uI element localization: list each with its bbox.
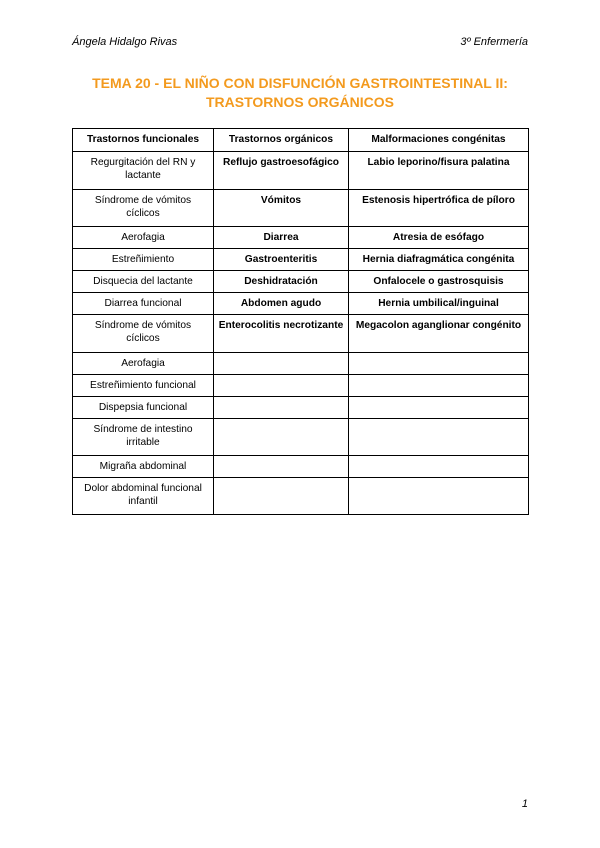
cell-functional: Estreñimiento xyxy=(73,249,214,271)
cell-congenital xyxy=(349,456,529,478)
cell-organic: Abdomen agudo xyxy=(214,293,349,315)
table-row xyxy=(73,397,529,419)
page-number: 1 xyxy=(521,798,528,810)
cell-functional: Aerofagia xyxy=(73,227,214,249)
table-row xyxy=(73,315,529,353)
header-organic: Trastornos orgánicos xyxy=(214,129,349,152)
cell-congenital: Onfalocele o gastrosquisis xyxy=(349,271,529,293)
header-congenital: Malformaciones congénitas xyxy=(349,129,529,152)
cell-functional: Disquecia del lactante xyxy=(73,271,214,293)
cell-functional: Aerofagia xyxy=(73,353,214,375)
cell-congenital: Hernia diafragmática congénita xyxy=(349,249,529,271)
disorders-table xyxy=(72,128,529,515)
table-header-row xyxy=(73,129,529,152)
cell-organic xyxy=(214,353,349,375)
table-row xyxy=(73,271,529,293)
cell-functional: Síndrome de vómitos cíclicos xyxy=(73,315,214,353)
cell-functional: Síndrome de intestino irritable xyxy=(73,419,214,456)
cell-congenital xyxy=(349,478,529,515)
cell-organic: Enterocolitis necrotizante xyxy=(214,315,349,353)
table-row xyxy=(73,456,529,478)
cell-functional: Regurgitación del RN y lactante xyxy=(73,152,214,190)
cell-organic xyxy=(214,456,349,478)
cell-organic: Vómitos xyxy=(214,190,349,227)
cell-congenital xyxy=(349,419,529,456)
page-title xyxy=(60,74,540,112)
cell-organic xyxy=(214,397,349,419)
cell-organic xyxy=(214,478,349,515)
cell-congenital: Labio leporino/fisura palatina xyxy=(349,152,529,190)
table-row xyxy=(73,353,529,375)
cell-congenital: Megacolon aganglionar congénito xyxy=(349,315,529,353)
cell-functional: Dispepsia funcional xyxy=(73,397,214,419)
cell-congenital xyxy=(349,353,529,375)
cell-organic: Deshidratación xyxy=(214,271,349,293)
header-functional: Trastornos funcionales xyxy=(73,129,214,152)
title-line-2: TRASTORNOS ORGÁNICOS xyxy=(206,94,394,110)
cell-congenital xyxy=(349,397,529,419)
cell-organic: Gastroenteritis xyxy=(214,249,349,271)
table-row xyxy=(73,152,529,190)
table-row xyxy=(73,478,529,515)
cell-congenital: Hernia umbilical/inguinal xyxy=(349,293,529,315)
header-course: 3º Enfermería xyxy=(460,36,528,48)
title-line-1: TEMA 20 - EL NIÑO CON DISFUNCIÓN GASTROINTESTINAL II: xyxy=(92,75,508,91)
table-row xyxy=(73,293,529,315)
header-author: Ángela Hidalgo Rivas xyxy=(72,36,178,48)
cell-functional: Dolor abdominal funcional infantil xyxy=(73,478,214,515)
table-row xyxy=(73,190,529,227)
table-row xyxy=(73,375,529,397)
table-row xyxy=(73,419,529,456)
cell-organic: Reflujo gastroesofágico xyxy=(214,152,349,190)
cell-congenital: Estenosis hipertrófica de píloro xyxy=(349,190,529,227)
table-row xyxy=(73,249,529,271)
cell-functional: Migraña abdominal xyxy=(73,456,214,478)
cell-functional: Estreñimiento funcional xyxy=(73,375,214,397)
cell-congenital xyxy=(349,375,529,397)
cell-functional: Diarrea funcional xyxy=(73,293,214,315)
table-row xyxy=(73,227,529,249)
cell-organic xyxy=(214,375,349,397)
cell-organic xyxy=(214,419,349,456)
cell-congenital: Atresia de esófago xyxy=(349,227,529,249)
cell-organic: Diarrea xyxy=(214,227,349,249)
cell-functional: Síndrome de vómitos cíclicos xyxy=(73,190,214,227)
